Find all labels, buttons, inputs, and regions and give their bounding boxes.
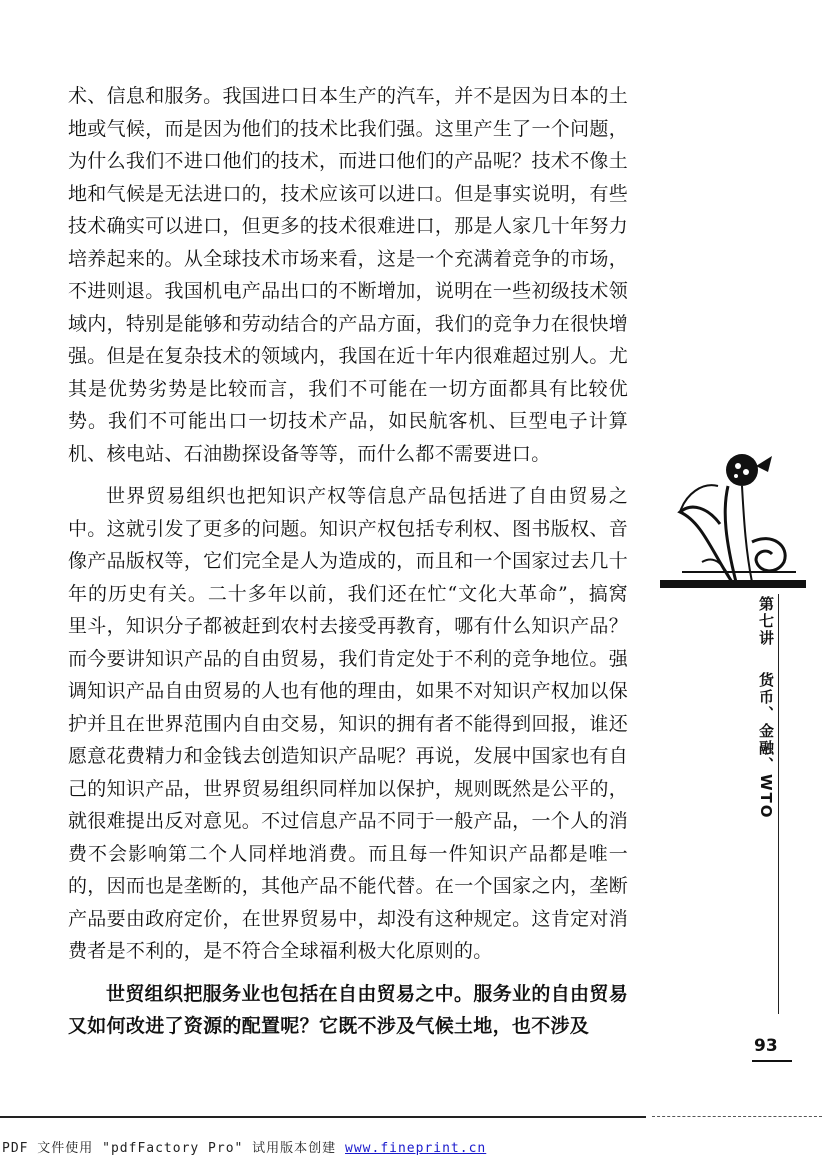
- side-tab-subject: 货币、金融、WTO: [757, 672, 775, 820]
- footer-dashed-rule: [652, 1116, 822, 1117]
- side-tab: [752, 594, 779, 1014]
- paragraph: 术、信息和服务。我国进口日本生产的汽车，并不是因为日本的土地或气候，而是因为他们的技术比我们强。这里产生了一个问题，为什么我们不进口他们的技术，而进口他们的产品呢？技术不像土地和气候是无法进口的，技术应该可以进口。但是事实说明，有些技术确实可以进口，但更多的技术很难进口，那是人家几十年努力培养起来的。从全球技术市场来看，这是一个充满着竞争的市场，不进则退。我国机电产品出口的不断增加，说明在一些初级技术领域内，特别是能够和劳动结合的产品方面，我们的竞争力在很快增强。但是在复杂技术的领域内，我国在近十年内很难超过别人。尤其是优势劣势是比较而言，我们不可能在一切方面都具有比较优势。我们不可能出口一切技术产品，如民航客机、巨型电子计算机、核电站、石油勘探设备等等，而什么都不需要进口。: [68, 85, 628, 465]
- footer-text: PDF 文件使用 "pdfFactory Pro" 试用版本创建: [2, 1141, 337, 1156]
- page-body: [68, 80, 628, 1043]
- page-number: 93: [754, 1036, 778, 1056]
- decorative-ornament: [672, 442, 796, 588]
- paragraph: 世界贸易组织也把知识产权等信息产品包括进了自由贸易之中。这就引发了更多的问题。知识产权包括专利权、图书版权、音像产品版权等，它们完全是人为造成的，而且和一个国家过去几十年的历史有关。二十多年以前，我们还在忙“文化大革命”，搞窝里斗，知识分子都被赶到农村去接受再教育，哪有什么知识产品？而今要讲知识产品的自由贸易，我们肯定处于不利的竞争地位。强调知识产品自由贸易的人也有他的理由，如果不对知识产权加以保护并且在世界范围内自由交易，知识的拥有者不能得到回报，谁还愿意花费精力和金钱去创造知识产品呢？再说，发展中国家也有自己的知识产品，世界贸易组织同样加以保护，规则既然是公平的，就很难提出反对意见。不过信息产品不同于一般产品，一个人的消费不会影响第二个人同样地消费。而且每一件知识产品都是唯一的，因而也是垄断的，其他产品不能代替。在一个国家之内，垄断产品要由政府定价，在世界贸易中，却没有这种规定。这肯定对消费者是不利的，是不符合全球福利极大化原则的。: [68, 485, 628, 962]
- paragraph: 世贸组织把服务业也包括在自由贸易之中。服务业的自由贸易又如何改进了资源的配置呢？它既不涉及气候土地，也不涉及: [68, 982, 628, 1037]
- section-rule: [660, 580, 806, 588]
- footer-rule: [0, 1116, 646, 1118]
- footer: [2, 1137, 486, 1156]
- side-tab-lecture: 第七讲: [757, 596, 775, 647]
- footer-link[interactable]: www.fineprint.cn: [345, 1141, 487, 1156]
- page-number-underline: [752, 1060, 792, 1062]
